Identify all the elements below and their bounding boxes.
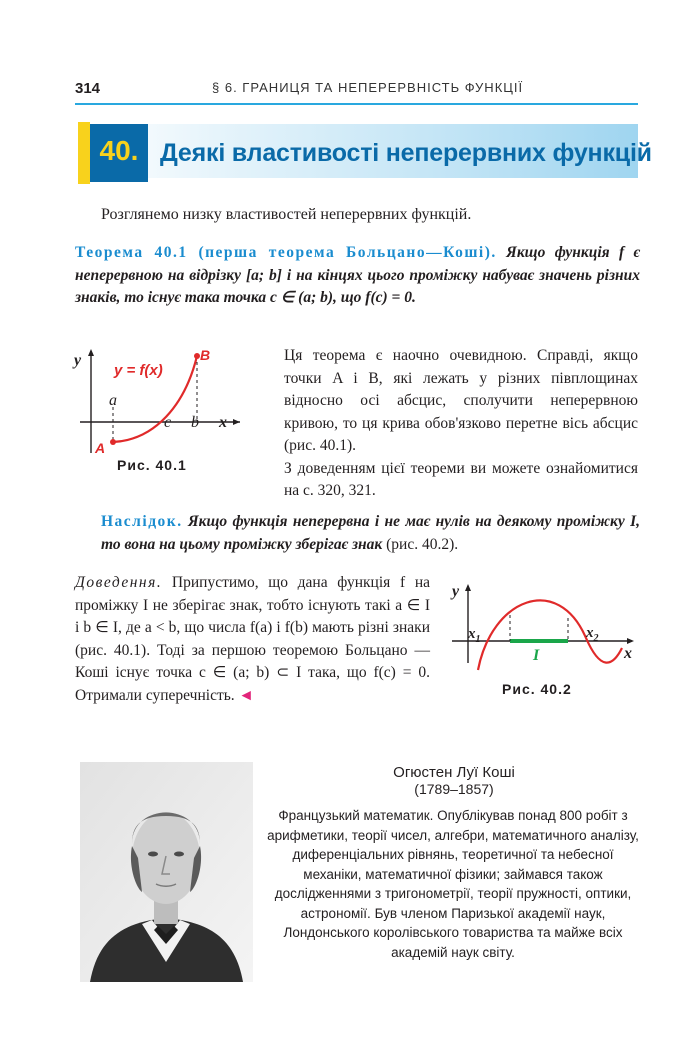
theorem-statement: Якщо функція f є неперервною на відрізку [a; b] і на кінцях цього проміжку набуває значень різних знаків, то існує така точка c ∈ (a; b), що f(c) = 0. <box>75 244 640 306</box>
header-rule <box>75 103 638 105</box>
fig1-caption: Рис. 40.1 <box>117 457 187 473</box>
explanation-paragraph: Ця теорема є наочно очевидною. Справді, якщо точки A і B, які лежать у різних півплощинах відносно осі абсцис, сполучити неперервною кривою, то ця крива обов'язково перетне вісь абсцис (рис. 40.1). <box>284 347 638 454</box>
end-of-proof-icon: ◄ <box>238 686 254 704</box>
fig1-x-label: x <box>219 414 227 431</box>
fig1-tick-a: a <box>109 392 117 409</box>
fig1-label-a: A <box>95 440 106 456</box>
fig1-tick-c: c <box>164 414 172 431</box>
fig2-x-arrow <box>627 638 634 644</box>
section-number: 40. <box>99 135 139 166</box>
fig1-y-arrow <box>88 349 94 356</box>
figure-40-1 <box>70 345 250 457</box>
corollary-block <box>101 510 640 556</box>
proof-label: Доведення. <box>75 574 163 591</box>
intro-paragraph: Розглянемо низку властивостей неперервних функцій. <box>101 206 472 223</box>
banner-accent <box>78 122 90 184</box>
fig2-x1-sub: 1 <box>475 634 481 645</box>
explanation-block <box>284 345 638 503</box>
page-number: 314 <box>75 80 101 97</box>
fig1-point-a <box>110 439 116 445</box>
fig2-x2-sub: 2 <box>593 633 599 644</box>
proof-reference: З доведенням цієї теореми ви можете ознайомитися на с. 320, 321. <box>284 459 638 499</box>
theorem-label: Теорема 40.1 (перша теорема Больцано—Коші). <box>75 244 497 261</box>
corollary-statement: Якщо функція неперервна і не має нулів на деякому проміжку I, то вона на цьому проміжку зберігає знак <box>101 513 640 553</box>
bio-text: Французький математик. Опублікував понад 800 робіт з арифметики, теорії чисел, алгебри, математичного аналізу, диференціальних рівнянь, теоретичної та небесної механіки, математичної фізики; займався також дослідженнями з тригонометрії, теорії пружності, оптики, астрономії. Був членом Паризької академії наук, Лондонського королівського товариства та майже всіх академій наук світу. <box>267 808 639 960</box>
fig2-caption: Рис. 40.2 <box>502 681 572 697</box>
corollary-label: Наслідок. <box>101 513 183 530</box>
fig1-func-label: y = f(x) <box>114 362 163 379</box>
theorem-block <box>75 242 640 310</box>
proof-block <box>75 572 430 707</box>
fig2-x1-letter: x <box>468 626 476 642</box>
fig1-tick-b: b <box>191 414 199 431</box>
fig2-x1-label <box>467 626 481 645</box>
fig2-interval-label: I <box>533 647 540 664</box>
cauchy-portrait-image <box>80 762 253 982</box>
figure-40-2 <box>440 578 640 678</box>
proof-text: Припустимо, що дана функція f на проміжку I не зберігає знак, тобто існують такі a ∈ I і b ∈ I, де a < b, що числа f(a) і f(b) мають різні знаки (рис. 40.1). Тоді за першою теоремою Больцано — Коші існує точка c ∈ (a; b) ⊂ I така, що f(c) = 0. Отримали суперечність. <box>75 574 430 704</box>
fig2-y-arrow <box>465 584 471 591</box>
running-head: § 6. ГРАНИЦЯ ТА НЕПЕРЕРВНІСТЬ ФУНКЦІЇ <box>212 80 524 95</box>
section-title: Деякі властивості неперервних функцій <box>160 139 652 167</box>
fig1-x-arrow <box>233 419 240 425</box>
fig2-y-label: y <box>452 583 460 600</box>
fig1-y-label: y <box>74 352 82 369</box>
fig2-curve <box>475 600 622 670</box>
fig1-label-b: B <box>200 347 211 363</box>
corollary-reference: (рис. 40.2). <box>386 536 459 553</box>
bio-name: Огюстен Луї Коші <box>393 764 515 781</box>
fig2-x2-letter: x <box>586 625 594 641</box>
bio-years: (1789–1857) <box>414 781 494 797</box>
fig2-x-label: x <box>624 645 632 662</box>
